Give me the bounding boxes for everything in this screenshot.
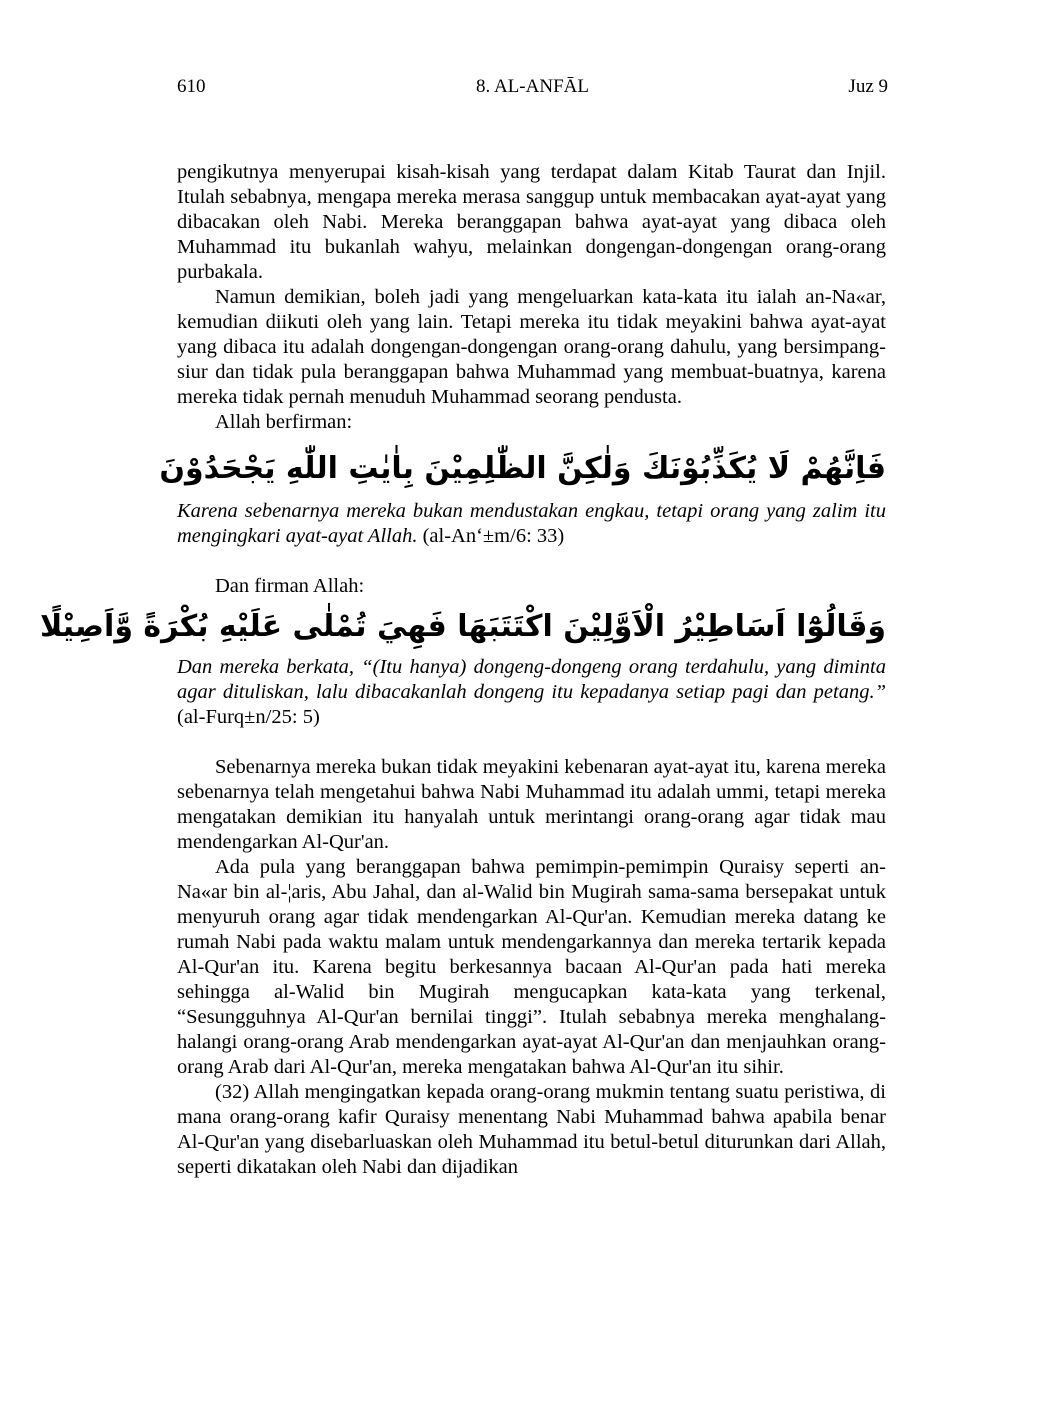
page-number: 610 bbox=[177, 76, 206, 97]
paragraph-6: Ada pula yang beranggapan bahwa pemimpin-pemimpin Quraisy seperti an-Na«ar bin al-¦aris, Abu Jahal, dan al-Walid bin Mugirah sama-sama bersepakat untuk menyuruh orang agar tidak mendengarkan Al-Qur'an. Kemudian mereka datang ke rumah Nabi pada waktu malam untuk mendengarkannya dan mereka tertarik kepada Al-Qur'an itu. Karena begitu berkesannya bacaan Al-Qur'an pada hati mereka sehingga al-Walid bin Mugirah mengucapkan kata-kata yang terkenal, “Sesungguhnya Al-Qur'an bernilai tinggi”. Itulah sebabnya mereka menghalang-halangi orang-orang Arab mendengarkan ayat-ayat Al-Qur'an dan menjauhkan orang-orang Arab dari Al-Qur'an, mereka mengatakan bahwa Al-Qur'an itu sihir. bbox=[177, 856, 886, 1078]
verse-1-arabic: فَاِنَّهُمْ لَا يُكَذِّبُوْنَكَ وَلٰكِنَّ الظّٰلِمِيْنَ بِاٰيٰتِ اللّٰهِ يَجْحَدُوْنَ bbox=[159, 451, 886, 486]
paragraph-4: Dan firman Allah: bbox=[215, 575, 365, 597]
verse-1-translation-block bbox=[177, 499, 886, 549]
verse-2-arabic: وَقَالُوْٓا اَسَاطِيْرُ الْاَوَّلِيْنَ اكْتَتَبَهَا فَهِيَ تُمْلٰى عَلَيْهِ بُكْرَةً وَّاَصِيْلًا bbox=[40, 609, 886, 644]
paragraph-3: Allah berfirman: bbox=[215, 411, 353, 433]
verse-2-reference: (al-Furq±n/25: 5) bbox=[177, 706, 320, 728]
paragraph-7: (32) Allah mengingatkan kepada orang-orang mukmin tentang suatu peristiwa, di mana orang-orang kafir Quraisy menentang Nabi Muhammad bahwa apabila benar Al-Qur'an yang disebarluaskan oleh Muhammad itu betul-betul diturunkan dari Allah, seperti dikatakan oleh Nabi dan dijadikan bbox=[177, 1081, 886, 1178]
verse-2-translation: Dan mereka berkata, “(Itu hanya) dongeng-dongeng orang terdahulu, yang diminta agar dituliskan, lalu dibacakanlah dongeng itu kepadanya setiap pagi dan petang.” bbox=[177, 656, 886, 703]
spacer bbox=[177, 549, 886, 574]
verse-2-translation-block bbox=[177, 655, 886, 730]
page-header bbox=[177, 76, 888, 104]
verse-1-reference: (al-An‘±m/6: 33) bbox=[417, 525, 565, 547]
spacer bbox=[177, 730, 886, 755]
paragraph-5: Sebenarnya mereka bukan tidak meyakini kebenaran ayat-ayat itu, karena mereka sebenarnya telah mengetahui bahwa Nabi Muhammad itu adalah ummi, tetapi mereka mengatakan demikian itu hanyalah untuk merintangi orang-orang agar tidak mau mendengarkan Al-Qur'an. bbox=[177, 756, 886, 853]
juz-label: Juz 9 bbox=[848, 76, 888, 97]
page-body bbox=[40, 160, 886, 1180]
verse-1-translation: Karena sebenarnya mereka bukan mendustakan engkau, tetapi orang yang zalim itu mengingkari ayat-ayat Allah. bbox=[177, 500, 886, 547]
paragraph-1: pengikutnya menyerupai kisah-kisah yang terdapat dalam Kitab Taurat dan Injil. Itulah sebabnya, mengapa mereka merasa sanggup untuk membacakan ayat-ayat yang dibacakan oleh Nabi. Mereka beranggapan bahwa ayat-ayat yang dibaca oleh Muhammad itu bukanlah wahyu, melainkan dongengan-dongengan orang-orang purbakala. bbox=[177, 161, 886, 283]
paragraph-2: Namun demikian, boleh jadi yang mengeluarkan kata-kata itu ialah an-Na«ar, kemudian diikuti oleh yang lain. Tetapi mereka itu tidak meyakini bahwa ayat-ayat yang dibaca itu adalah dongengan-dongengan orang-orang dahulu, yang bersimpang-siur dan tidak pula beranggapan bahwa Muhammad yang membuat-buatnya, karena mereka tidak pernah menuduh Muhammad seorang pendusta. bbox=[177, 286, 886, 408]
chapter-title: 8. AL-ANFĀL bbox=[476, 76, 589, 97]
